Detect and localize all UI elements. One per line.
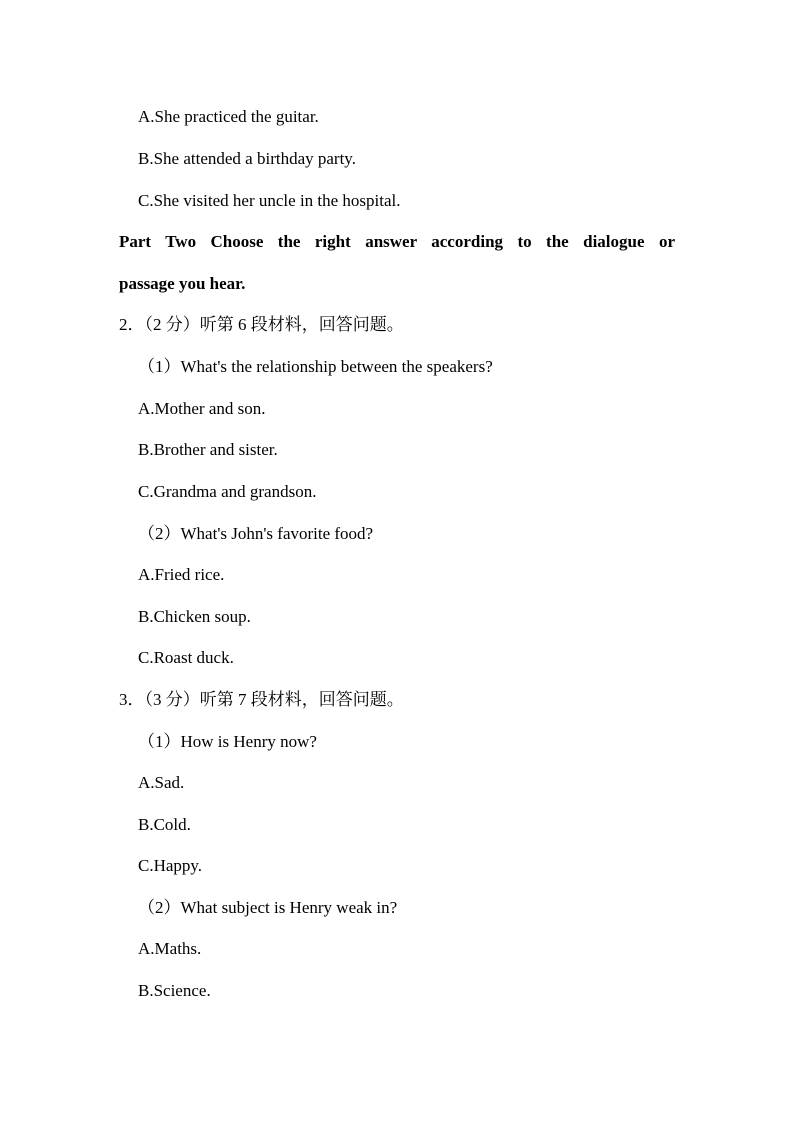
q2-sub2-option-b: B.Chicken soup. (138, 607, 251, 626)
q3-sub1-option-c: C.Happy. (138, 856, 203, 875)
part-two-instruction-cont: passage you hear. (119, 274, 246, 293)
q2-sub1-option-b: B.Brother and sister. (138, 440, 278, 459)
q2-sub1-option-a: A.Mother and son. (138, 399, 266, 418)
q2-sub2-option-c: C.Roast duck. (138, 648, 234, 667)
option-b: B.She attended a birthday party. (138, 149, 356, 168)
question-3-sub2: （2）What subject is Henry weak in? (138, 898, 398, 917)
q3-sub1-option-b: B.Cold. (138, 815, 191, 834)
q3-sub1-option-a: A.Sad. (138, 773, 185, 792)
question-3-header: 3．（3 分）听第 7 段材料，回答问题。 (119, 690, 404, 709)
question-3-sub1: （1）How is Henry now? (138, 732, 317, 751)
question-2-sub1: （1）What's the relationship between the speakers? (138, 357, 493, 376)
q3-sub2-option-a: A.Maths. (138, 939, 202, 958)
question-2-header: 2．（2 分）听第 6 段材料，回答问题。 (119, 315, 404, 334)
q2-sub2-option-a: A.Fried rice. (138, 565, 225, 584)
part-two-instruction: Part Two Choose the right answer according to the dialogue or (119, 232, 675, 251)
option-c: C.She visited her uncle in the hospital. (138, 191, 401, 210)
q3-sub2-option-b: B.Science. (138, 981, 211, 1000)
question-2-sub2: （2）What's John's favorite food? (138, 524, 374, 543)
q2-sub1-option-c: C.Grandma and grandson. (138, 482, 317, 501)
option-a: A.She practiced the guitar. (138, 107, 319, 126)
